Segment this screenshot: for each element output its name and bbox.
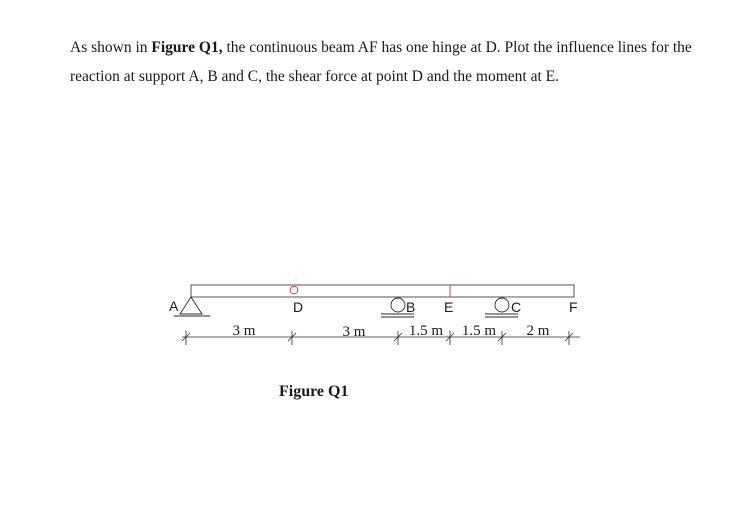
label-f: F [569,299,578,315]
dimension-tick-b [394,331,402,345]
question-text-after: the continuous beam AF has one hinge at D. Plot the influence lines for the reaction at support A, B and C, the shear force at point D and the moment at E. [70,39,692,85]
span-label-cf: 2 m [526,323,550,339]
dimension-tick-c [498,331,506,345]
label-e: E [444,299,454,315]
label-d: D [293,299,304,315]
span-label-be: 1.5 m [408,323,444,339]
beam [191,285,574,297]
question-text-before: As shown in [70,39,152,56]
pin-support-a [174,297,210,316]
span-label-ad: 3 m [232,323,256,339]
hinge-d [290,286,298,294]
label-a: A [169,298,179,314]
label-c: C [511,299,522,315]
figure-reference: Figure Q1, [151,39,223,56]
span-label-db: 3 m [342,324,366,340]
label-b: B [406,299,416,315]
figure-caption: Figure Q1 [279,383,349,400]
dimension-tick-f [565,331,573,345]
dimension-tick-e [446,331,454,345]
dimension-tick-d [288,331,296,345]
dimension-tick-a [182,331,190,345]
span-label-ec: 1.5 m [461,323,497,339]
